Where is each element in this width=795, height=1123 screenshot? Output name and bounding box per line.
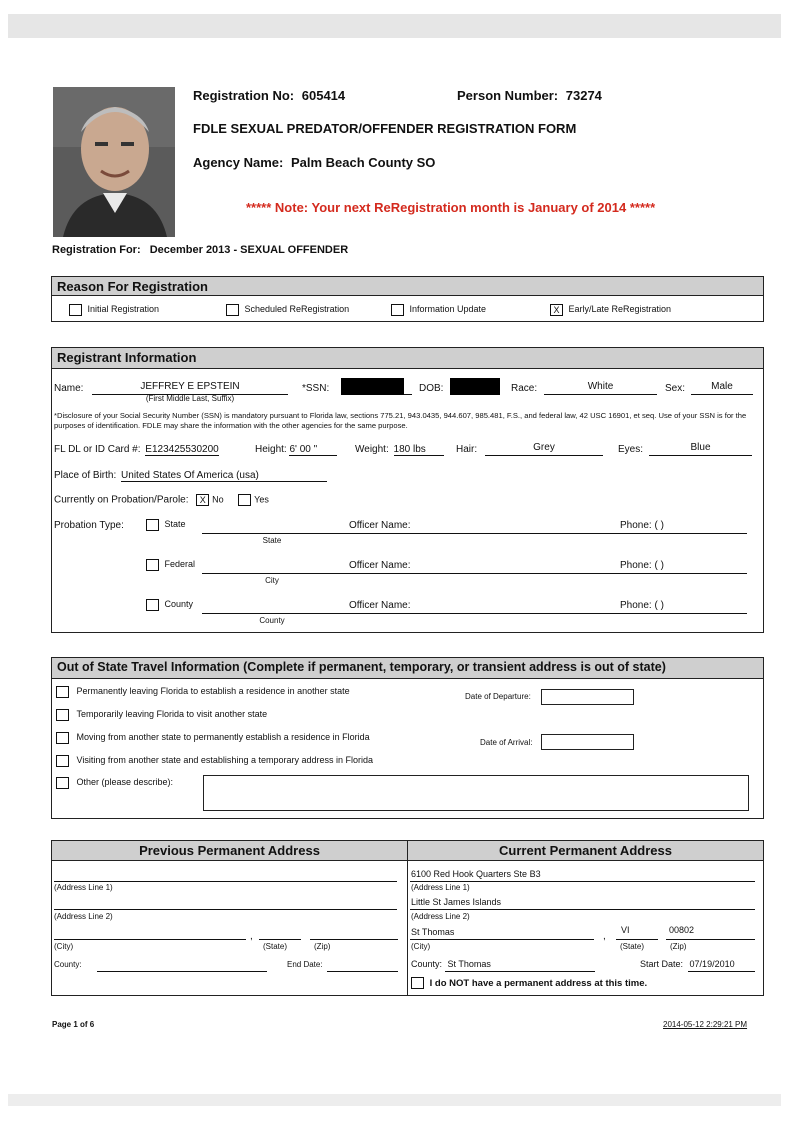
timestamp: 2014-05-12 2:29:21 PM <box>663 1020 748 1029</box>
reason-option[interactable]: X Early/Late ReRegistration <box>550 304 671 316</box>
curr-state-value: VI <box>621 925 630 935</box>
dob-redaction <box>450 378 500 395</box>
curr-zip-label: (Zip) <box>670 942 687 951</box>
checkbox[interactable] <box>146 519 159 531</box>
travel-option[interactable]: Moving from another state to permanently establish a residence in Florida <box>56 732 370 744</box>
registration-number: 605414 <box>301 88 346 103</box>
prev-county-label: County: <box>54 960 82 969</box>
checkbox[interactable] <box>411 977 424 989</box>
phone-label: Phone: ( ) <box>620 600 664 611</box>
sex-value: Male <box>691 381 753 395</box>
registration-for-label: Registration For: <box>52 244 141 256</box>
checkbox[interactable] <box>69 304 82 316</box>
hair-label: Hair: <box>456 444 478 455</box>
name-sublabel: (First Middle Last, Suffix) <box>145 394 235 403</box>
eyes-value: Blue <box>649 442 752 456</box>
checkbox[interactable] <box>146 599 159 611</box>
probation-label: Currently on Probation/Parole: <box>54 494 189 506</box>
officer-label: Officer Name: <box>349 600 411 611</box>
form-title: FDLE SEXUAL PREDATOR/OFFENDER REGISTRATION FORM <box>193 121 577 136</box>
pob-value: United States Of America (usa) <box>121 470 327 482</box>
registrant-title: Registrant Information <box>52 348 763 369</box>
checkbox[interactable]: X <box>550 304 563 316</box>
person-label: Person Number: <box>457 88 559 103</box>
curr-start-date-value: 07/19/2010 <box>689 959 735 969</box>
county-sublabel: County <box>259 616 285 625</box>
other-description-field[interactable] <box>203 775 749 811</box>
sex-label: Sex: <box>665 383 686 394</box>
checkbox[interactable] <box>56 686 69 698</box>
name-value: JEFFREY E EPSTEIN <box>92 381 288 395</box>
arrival-label: Date of Arrival: <box>480 738 533 747</box>
curr-line1-value: 6100 Red Hook Quarters Ste B3 <box>411 869 541 879</box>
dob-label: DOB: <box>419 383 444 394</box>
prev-city-label: (City) <box>54 942 74 951</box>
prev-address-title: Previous Permanent Address <box>52 841 407 861</box>
travel-section <box>51 657 764 819</box>
ssn-disclosure: *Disclosure of your Social Security Number (SSN) is mandatory pursuant to Florida law, sections 775.21, 943.0435, 944.607, 985.481, F.S., and federal law, 42 USC 16901, et seq. Use of your SSN is for the purposes of identification. FDLE may share the information with the other agencies for the same purpose. <box>54 411 747 430</box>
reregistration-note: ***** Note: Your next ReRegistration month is January of 2014 ***** <box>246 200 656 215</box>
curr-line1-label: (Address Line 1) <box>411 883 470 892</box>
ssn-redaction <box>341 378 404 395</box>
checkbox[interactable] <box>391 304 404 316</box>
checkbox[interactable] <box>146 559 159 571</box>
registration-for-value: December 2013 - SEXUAL OFFENDER <box>149 244 349 256</box>
reason-option[interactable]: Initial Registration <box>69 304 159 316</box>
prev-state-label: (State) <box>263 942 288 951</box>
reason-option[interactable]: Scheduled ReRegistration <box>226 304 349 316</box>
departure-date-field[interactable] <box>541 689 634 705</box>
curr-line2-label: (Address Line 2) <box>411 912 470 921</box>
officer-label: Officer Name: <box>349 520 411 531</box>
hair-value: Grey <box>485 442 603 456</box>
prev-line1-label: (Address Line 1) <box>54 883 113 892</box>
curr-city-value: St Thomas <box>411 927 455 937</box>
race-value: White <box>544 381 657 395</box>
prev-zip-label: (Zip) <box>314 942 331 951</box>
probation-yes-label: Yes <box>254 494 269 505</box>
curr-state-label: (State) <box>620 942 645 951</box>
probation-type-county[interactable]: County <box>146 599 193 611</box>
address-section: Previous Permanent Address Current Permanent Address (Address Line 1) (Address Line 2) , (City) (State) (Zip) County: End Date: 6100 Red Hook Quarters Ste B3 (Address Line 1) Little St James Islands (Address Line 2) St Thomas VI 00802 , (City) (State) (Zip) County: St Thomas Start Date: 07/19/2010 I do NOT have a permanent address at this time. <box>51 840 764 996</box>
height-label: Height: <box>255 444 287 455</box>
checkbox[interactable] <box>56 709 69 721</box>
curr-city-label: (City) <box>411 942 431 951</box>
registrant-section <box>51 347 764 633</box>
prev-line2-label: (Address Line 2) <box>54 912 113 921</box>
probation-yes-checkbox[interactable] <box>238 494 251 506</box>
registrant-photo <box>53 87 175 237</box>
phone-label: Phone: ( ) <box>620 520 664 531</box>
pob-label: Place of Birth: <box>54 470 117 481</box>
checkbox[interactable] <box>56 732 69 744</box>
curr-zip-value: 00802 <box>669 925 695 935</box>
phone-label: Phone: ( ) <box>620 560 664 571</box>
checkbox[interactable] <box>56 755 69 767</box>
probation-no-label: No <box>212 494 224 505</box>
height-value: 6' 00 " <box>289 444 337 456</box>
agency-name: Palm Beach County SO <box>290 155 436 170</box>
curr-start-date-label: Start Date: <box>640 959 684 969</box>
eyes-label: Eyes: <box>618 444 644 455</box>
probation-no-checkbox[interactable]: X <box>196 494 209 506</box>
registration-label: Registration No: <box>193 88 295 103</box>
person-number: 73274 <box>565 88 602 103</box>
dl-label: FL DL or ID Card #: <box>54 444 141 455</box>
scan-band-top <box>8 14 781 38</box>
no-address-option[interactable]: I do NOT have a permanent address at this time. <box>411 977 647 989</box>
reason-section <box>51 276 764 322</box>
scan-band-bottom <box>8 1094 781 1106</box>
travel-title: Out of State Travel Information (Complete if permanent, temporary, or transient address is out of state) <box>52 658 763 679</box>
agency-label: Agency Name: <box>193 155 284 170</box>
checkbox[interactable] <box>226 304 239 316</box>
name-label: Name: <box>54 383 84 394</box>
travel-option[interactable]: Other (please describe): <box>56 777 173 789</box>
travel-option[interactable]: Visiting from another state and establishing a temporary address in Florida <box>56 755 373 767</box>
weight-label: Weight: <box>355 444 389 455</box>
arrival-date-field[interactable] <box>541 734 634 750</box>
probation-type-state[interactable]: State <box>146 519 186 531</box>
probation-type-label: Probation Type: <box>54 520 124 531</box>
race-label: Race: <box>511 383 538 394</box>
officer-label: Officer Name: <box>349 560 411 571</box>
reason-option[interactable]: Information Update <box>391 304 486 316</box>
travel-option[interactable]: Permanently leaving Florida to establish a residence in another state <box>56 686 350 698</box>
curr-line2-value: Little St James Islands <box>411 897 502 907</box>
curr-county-value: St Thomas <box>447 959 491 969</box>
weight-value: 180 lbs <box>394 444 444 456</box>
dl-value: E123425530200 <box>145 444 219 455</box>
page-number: Page 1 of 6 <box>52 1020 95 1029</box>
probation-type-federal[interactable]: Federal <box>146 559 195 571</box>
reason-title: Reason For Registration <box>52 277 763 296</box>
travel-option[interactable]: Temporarily leaving Florida to visit another state <box>56 709 267 721</box>
curr-county-label: County: <box>411 959 443 969</box>
ssn-label: *SSN: <box>302 383 330 394</box>
city-sublabel: City <box>265 576 279 585</box>
checkbox[interactable] <box>56 777 69 789</box>
prev-end-date-label: End Date: <box>287 960 323 969</box>
state-sublabel: State <box>262 536 282 545</box>
curr-address-title: Current Permanent Address <box>408 841 763 861</box>
departure-label: Date of Departure: <box>465 692 531 701</box>
